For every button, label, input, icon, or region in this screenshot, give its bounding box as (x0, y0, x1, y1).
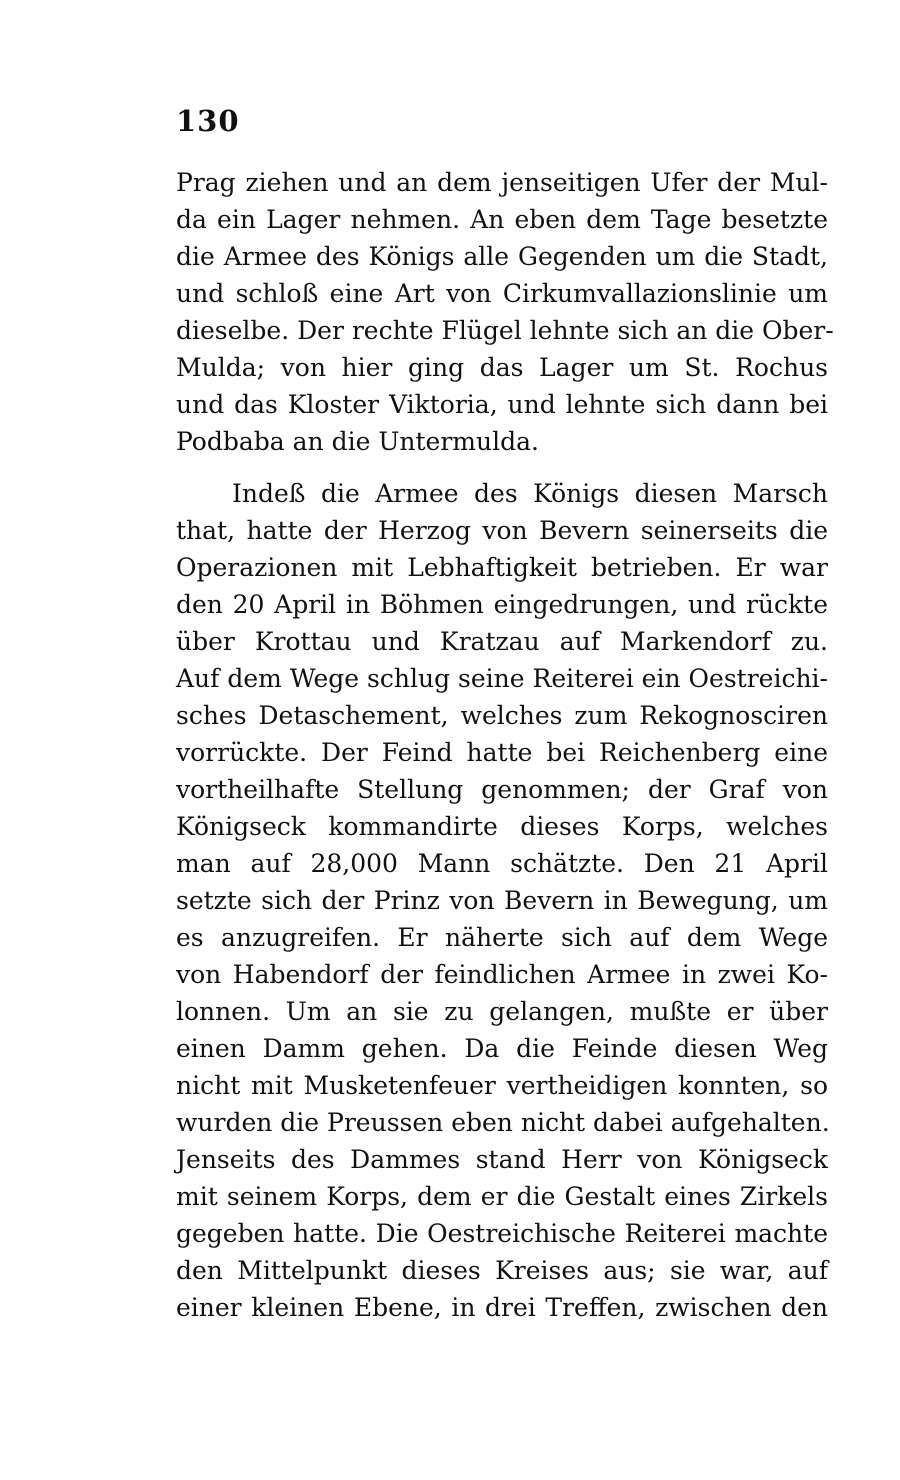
text-line: Prag ziehen und an dem jenseitigen Ufer der Mul- (176, 168, 828, 197)
text-line: einen Damm gehen. Da die Feinde diesen Weg (176, 1034, 828, 1063)
text-line: es anzugreifen. Er näherte sich auf dem Wege (176, 923, 828, 952)
text-line: lonnen. Um an sie zu gelangen, mußte er über (176, 997, 828, 1026)
text-line: mit seinem Korps, dem er die Gestalt eines Zirkels (176, 1182, 828, 1211)
text-line: setzte sich der Prinz von Bevern in Bewegung, um (176, 886, 828, 915)
text-line: von Habendorf der feindlichen Armee in zwei Ko- (176, 960, 828, 989)
text-line: Operazionen mit Lebhaftigkeit betrieben. Er war (176, 553, 828, 582)
text-line: that, hatte der Herzog von Bevern seinerseits die (176, 516, 828, 545)
text-line: und schloß eine Art von Cirkumvallazionslinie um (176, 279, 828, 308)
text-line: vorrückte. Der Feind hatte bei Reichenberg eine (176, 738, 828, 767)
text-line: Mulda; von hier ging das Lager um St. Rochus (176, 353, 828, 382)
text-line: einer kleinen Ebene, in drei Treffen, zwischen den (176, 1293, 828, 1322)
text-line: man auf 28,000 Mann schätzte. Den 21 April (176, 849, 828, 878)
text-line: gegeben hatte. Die Oestreichische Reiterei machte (176, 1219, 828, 1248)
text-line: und das Kloster Viktoria, und lehnte sich dann bei (176, 390, 828, 419)
paragraph-first-line: Indeß die Armee des Königs diesen Marsch (232, 479, 828, 508)
text-line: über Krottau und Kratzau auf Markendorf zu. (176, 627, 828, 656)
text-line: dieselbe. Der rechte Flügel lehnte sich an die Ober- (176, 316, 834, 345)
text-line: den Mittelpunkt dieses Kreises aus; sie war, auf (176, 1256, 828, 1285)
text-line: da ein Lager nehmen. An eben dem Tage besetzte (176, 205, 828, 234)
text-line: Auf dem Wege schlug seine Reiterei ein Oestreichi- (176, 664, 828, 693)
text-line: den 20 April in Böhmen eingedrungen, und rückte (176, 590, 828, 619)
text-line: Jenseits des Dammes stand Herr von Königseck (176, 1145, 828, 1174)
text-line: Königseck kommandirte dieses Korps, welches (176, 812, 828, 841)
text-line: wurden die Preussen eben nicht dabei aufgehalten. (176, 1108, 830, 1137)
text-line: nicht mit Musketenfeuer vertheidigen konnten, so (176, 1071, 828, 1100)
text-line: die Armee des Königs alle Gegenden um die Stadt, (176, 242, 828, 271)
page-number: 130 (176, 104, 240, 138)
paragraph-end-line: Podbaba an die Untermulda. (176, 427, 539, 456)
text-line: sches Detaschement, welches zum Rekognosciren (176, 701, 828, 730)
text-line: vortheilhafte Stellung genommen; der Graf von (176, 775, 828, 804)
